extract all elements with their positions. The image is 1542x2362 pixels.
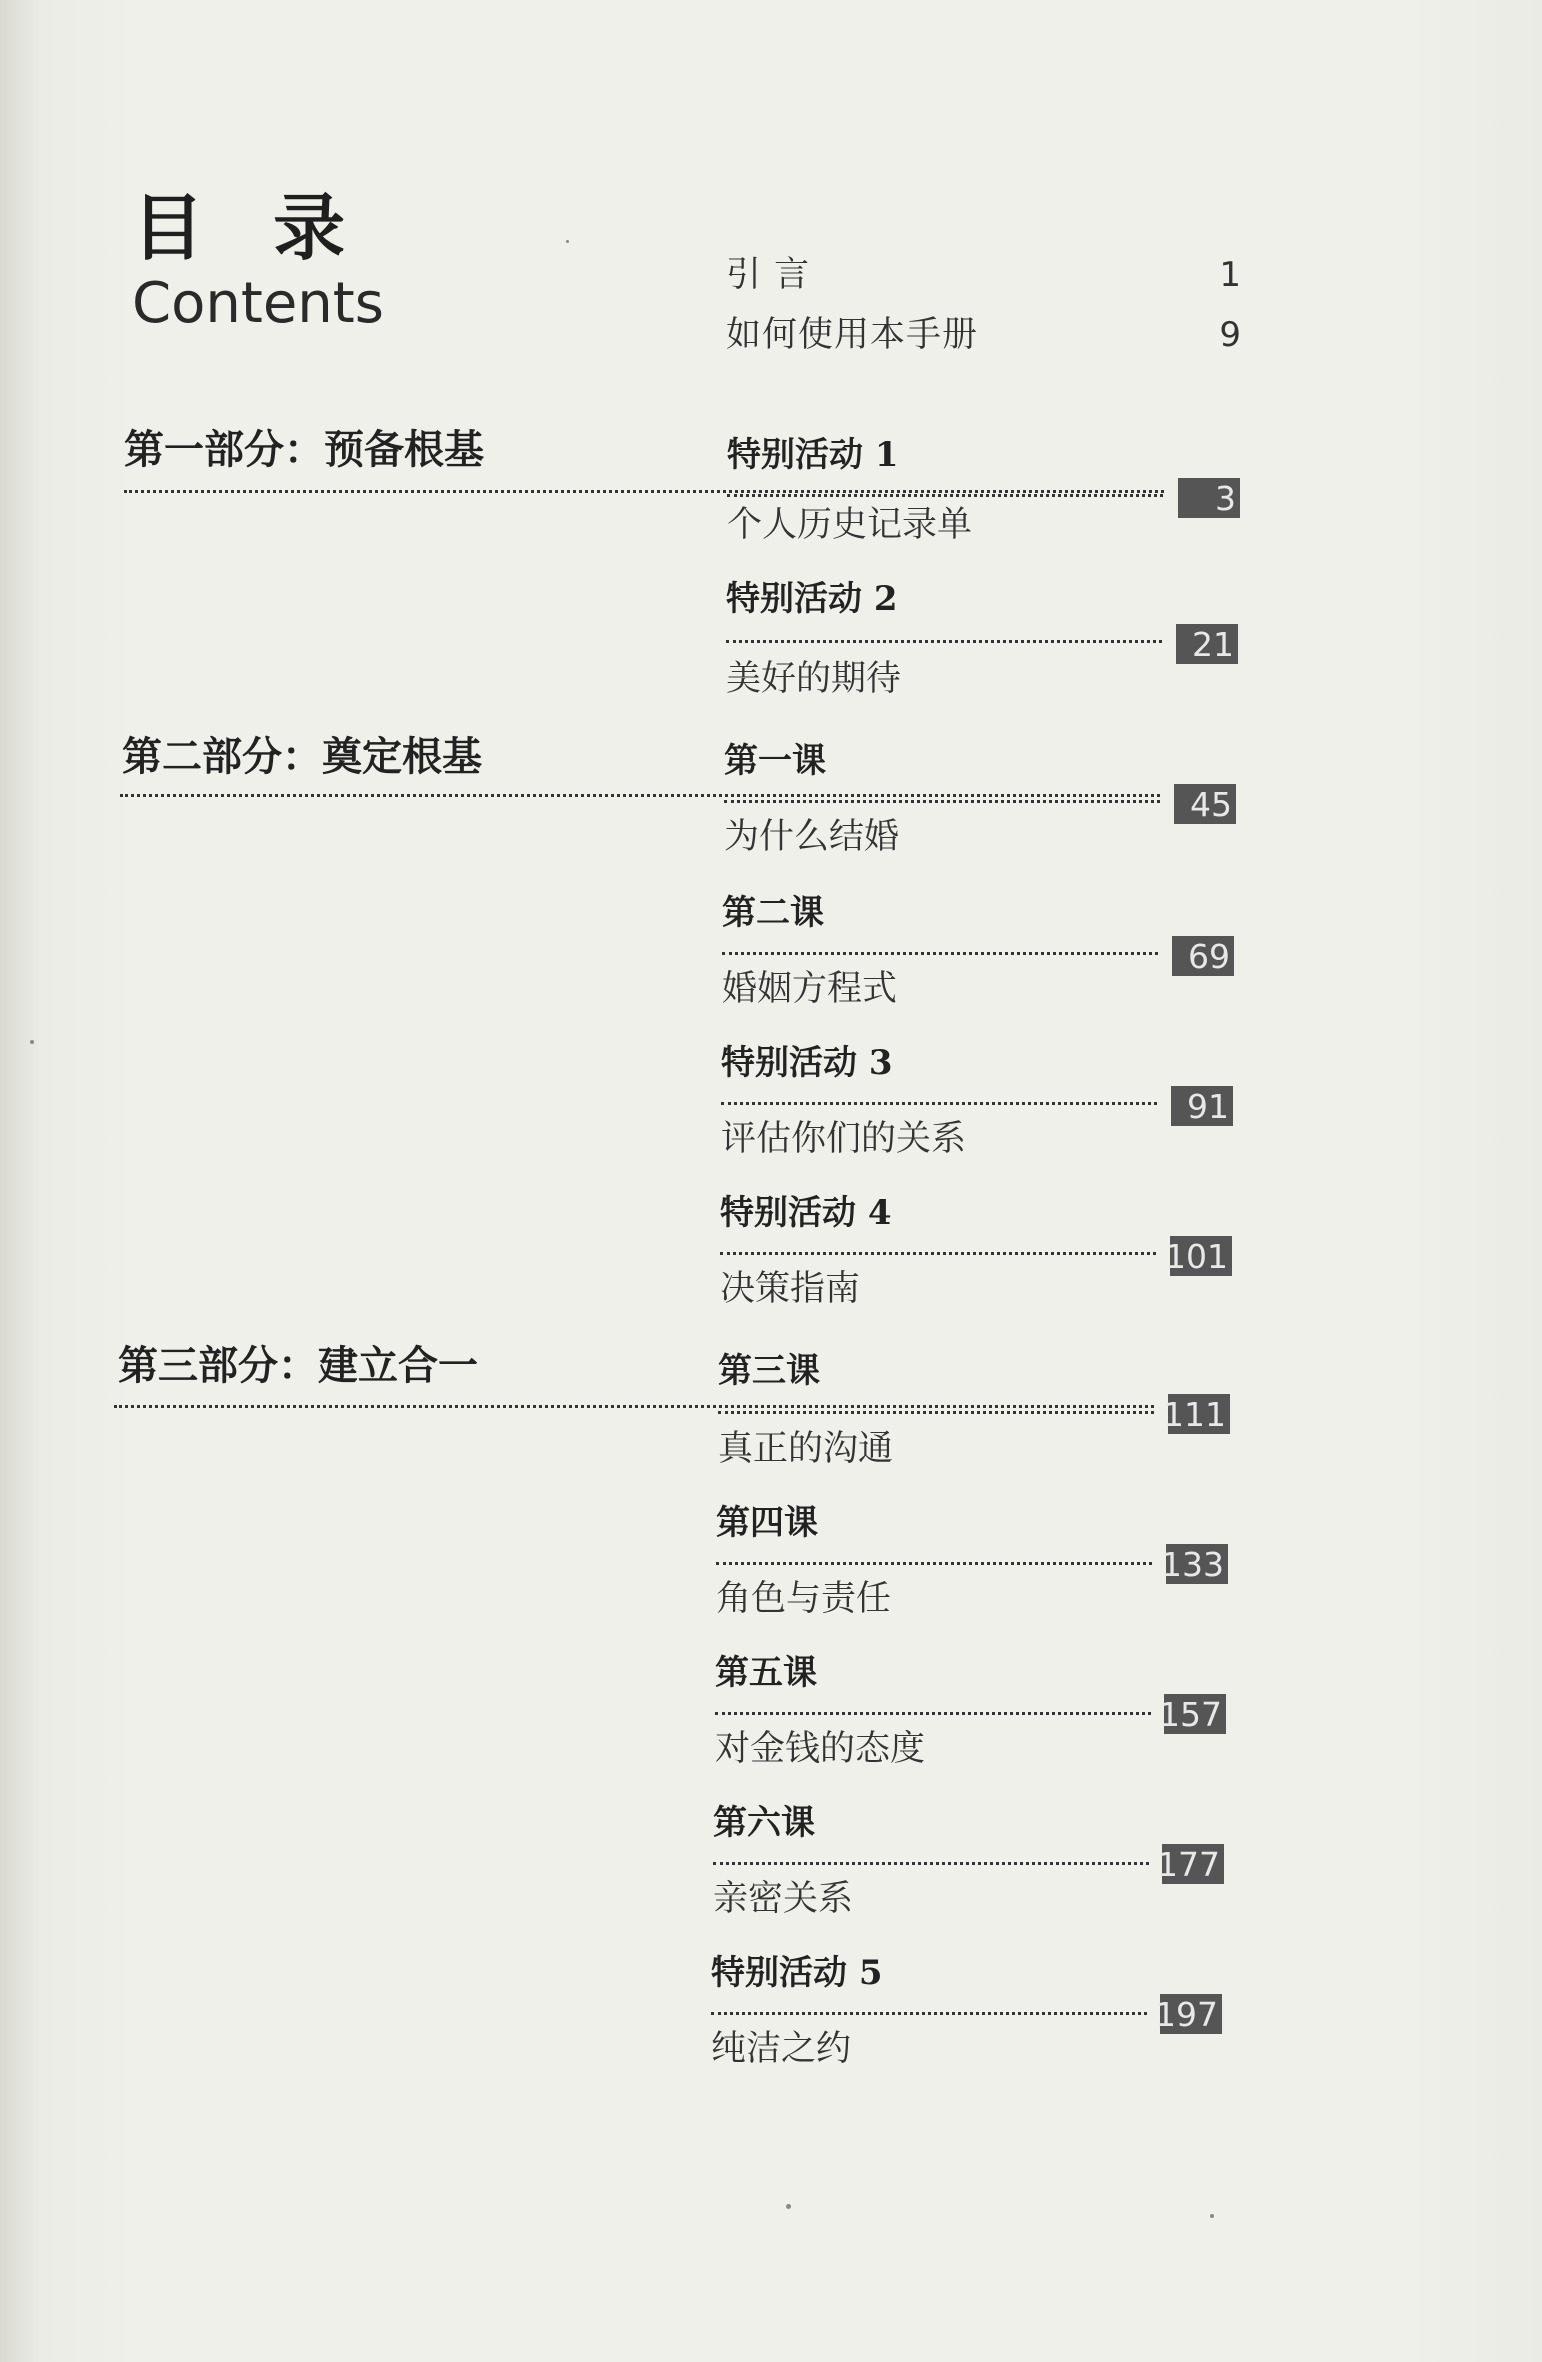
entry-subtitle[interactable]: 婚姻方程式: [722, 969, 898, 1009]
page-title: 目 录: [132, 186, 368, 270]
page-number-badge: 91: [1171, 1086, 1233, 1126]
entry-subtitle[interactable]: 真正的沟通: [718, 1429, 894, 1469]
entry-heading[interactable]: 第三课: [718, 1351, 820, 1391]
page-number-badge: 21: [1176, 624, 1238, 664]
entry-subtitle[interactable]: 对金钱的态度: [715, 1729, 926, 1769]
page-number-badge: 3: [1178, 478, 1240, 518]
part-title: 第三部分：建立合一: [118, 1343, 478, 1389]
part-title: 第一部分：预备根基: [124, 427, 484, 473]
paper-speck: [566, 240, 569, 243]
page-title-english: Contents: [132, 271, 384, 336]
intro-row[interactable]: [726, 255, 1241, 295]
entry-subtitle[interactable]: 决策指南: [720, 1269, 861, 1309]
entry-heading[interactable]: 第五课: [715, 1653, 817, 1693]
entry-leader-dots: [722, 952, 1158, 955]
intro-page-number: 9: [1219, 315, 1241, 355]
entry-leader-dots: [724, 800, 1160, 803]
entry-leader-dots: [713, 1862, 1149, 1865]
entry-leader-dots: [711, 2012, 1147, 2015]
intro-row[interactable]: [726, 315, 1241, 355]
page-number-badge: 197: [1160, 1994, 1222, 2034]
part-leader-dots: [124, 490, 1164, 493]
entry-heading[interactable]: 特别活动 1: [727, 435, 899, 475]
page-number-badge: 157: [1164, 1694, 1226, 1734]
intro-label: 如何使用本手册: [726, 315, 979, 355]
entry-leader-dots: [718, 1411, 1154, 1414]
part-title: 第二部分：奠定根基: [122, 734, 482, 780]
paper-speck: [1210, 2214, 1214, 2218]
entry-leader-dots: [726, 640, 1162, 643]
page-number-badge: 45: [1174, 784, 1236, 824]
entry-heading[interactable]: 特别活动 2: [726, 579, 898, 619]
entry-subtitle[interactable]: 纯洁之约: [711, 2029, 852, 2069]
part-leader-dots: [120, 794, 1160, 797]
intro-page-number: 1: [1219, 255, 1241, 295]
entry-heading[interactable]: 第六课: [713, 1803, 815, 1843]
entry-heading[interactable]: 第一课: [724, 741, 826, 781]
entry-subtitle[interactable]: 为什么结婚: [724, 817, 900, 857]
entry-subtitle[interactable]: 美好的期待: [726, 659, 902, 699]
page-number-badge: 101: [1170, 1236, 1232, 1276]
page-number-badge: 133: [1166, 1544, 1228, 1584]
intro-label: 引 言: [726, 255, 811, 295]
entry-heading[interactable]: 特别活动 5: [711, 1953, 883, 1993]
entry-leader-dots: [721, 1102, 1157, 1105]
entry-heading[interactable]: 特别活动 3: [721, 1043, 893, 1083]
entry-subtitle[interactable]: 角色与责任: [716, 1579, 892, 1619]
page-number-badge: 111: [1168, 1394, 1230, 1434]
entry-heading[interactable]: 特别活动 4: [720, 1193, 892, 1233]
entry-leader-dots: [727, 494, 1163, 497]
entry-leader-dots: [716, 1562, 1152, 1565]
paper-speck: [30, 1040, 34, 1044]
entry-leader-dots: [715, 1712, 1151, 1715]
part-leader-dots: [114, 1405, 1154, 1408]
page-number-badge: 177: [1162, 1844, 1224, 1884]
entry-heading[interactable]: 第二课: [722, 893, 824, 933]
entry-leader-dots: [720, 1252, 1156, 1255]
paper-speck: [786, 2204, 791, 2209]
entry-subtitle[interactable]: 评估你们的关系: [721, 1119, 967, 1159]
entry-heading[interactable]: 第四课: [716, 1503, 818, 1543]
entry-subtitle[interactable]: 个人历史记录单: [727, 505, 973, 545]
page-number-badge: 69: [1172, 936, 1234, 976]
entry-subtitle[interactable]: 亲密关系: [713, 1879, 854, 1919]
